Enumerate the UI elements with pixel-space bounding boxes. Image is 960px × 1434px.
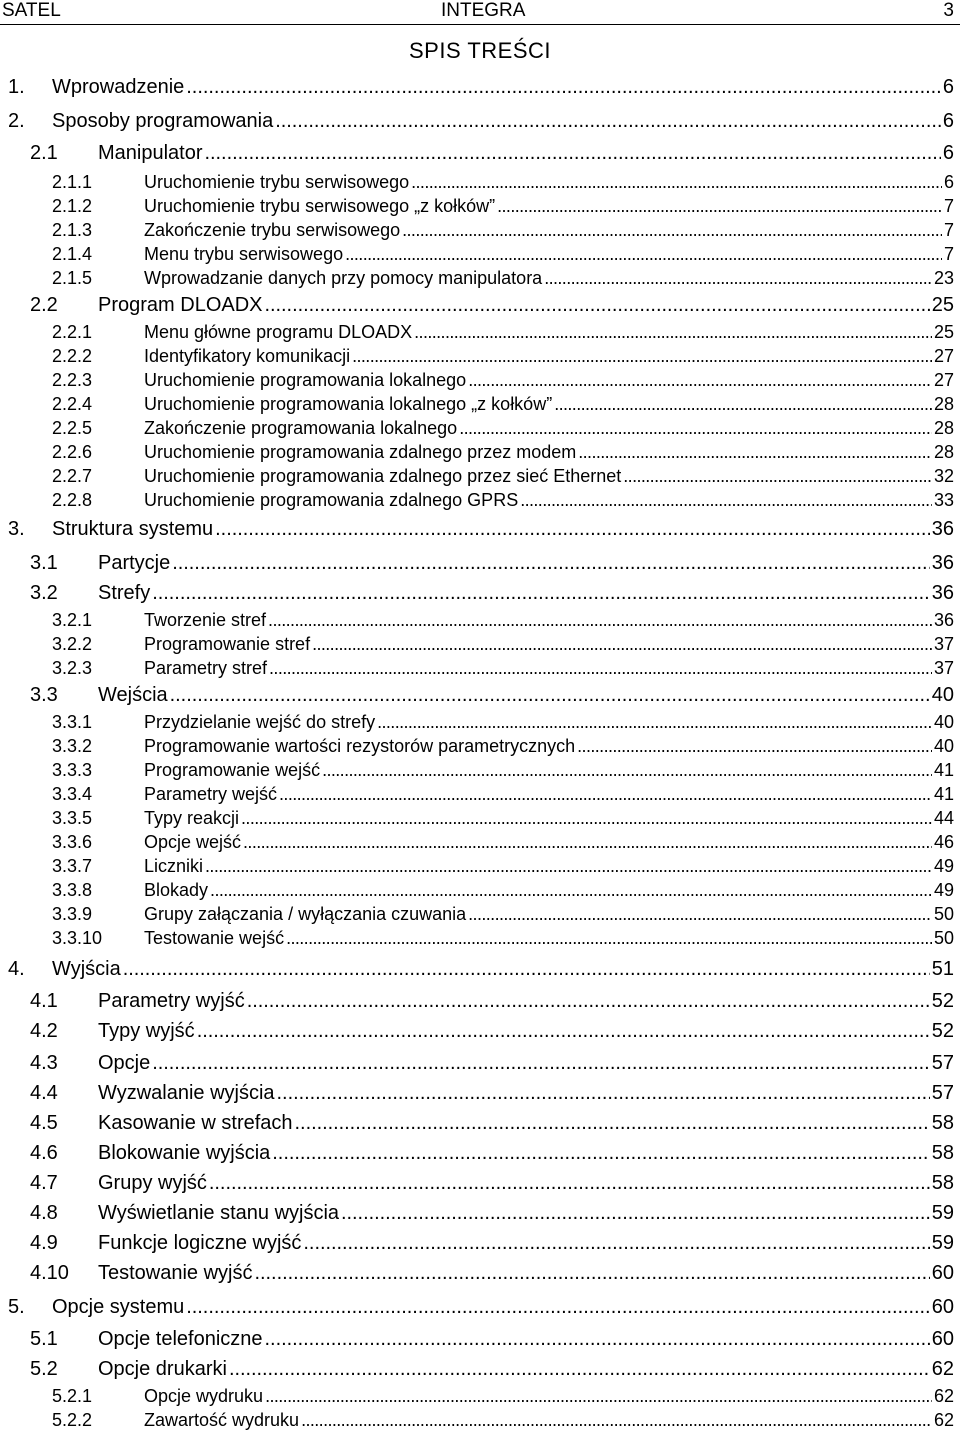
toc-entry-page: 46 — [933, 832, 954, 852]
toc-entry-page: 49 — [933, 880, 954, 900]
toc-entry-page: 7 — [943, 244, 954, 264]
toc-entry-title: Funkcje logiczne wyjść — [98, 1232, 302, 1254]
dot-leader — [554, 394, 932, 415]
dot-leader — [247, 990, 930, 1013]
toc-entry-page: 57 — [931, 1082, 954, 1104]
toc-entry[interactable] — [0, 658, 954, 679]
dot-leader — [268, 610, 932, 631]
toc-entry-page: 6 — [942, 76, 954, 98]
toc-title: SPIS TREŚCI — [408, 38, 552, 63]
toc-entry-page: 62 — [933, 1410, 954, 1430]
toc-entry-page: 40 — [933, 736, 954, 756]
toc-entry-page: 33 — [933, 490, 954, 510]
dot-leader — [520, 490, 932, 511]
toc-entry[interactable] — [0, 268, 954, 289]
toc-entry[interactable] — [0, 1020, 954, 1043]
toc-entry-page: 51 — [931, 958, 954, 980]
toc-entry-title: Strefy — [98, 582, 151, 604]
toc-entry[interactable] — [0, 784, 954, 805]
toc-entry-title: Uruchomienie trybu serwisowego — [144, 172, 410, 192]
toc-entry-page: 40 — [933, 712, 954, 732]
dot-leader — [623, 466, 932, 487]
toc-entry-number: 4. — [8, 958, 25, 980]
toc-entry-number: 1. — [8, 76, 25, 98]
toc-entry-title: Grupy wyjść — [98, 1172, 207, 1194]
toc-entry-page: 44 — [933, 808, 954, 828]
toc-entry-number: 3.3.10 — [52, 928, 103, 948]
toc-entry-number: 4.9 — [30, 1232, 58, 1254]
toc-entry-number: 3.3.1 — [52, 712, 93, 732]
toc-entry-number: 3.3.2 — [52, 736, 93, 756]
toc-entry-title: Wyjścia — [52, 958, 121, 980]
toc-entry-number: 3.2.1 — [52, 610, 93, 630]
toc-entry[interactable] — [0, 990, 954, 1013]
toc-entry[interactable] — [0, 1202, 954, 1225]
toc-entry-title: Opcje wejść — [144, 832, 242, 852]
toc-entry-title: Programowanie stref — [144, 634, 311, 654]
toc-entry-page: 41 — [933, 760, 954, 780]
toc-entry-title: Uruchomienie trybu serwisowego „z kołków” — [144, 196, 496, 216]
toc-entry-number: 2.2.6 — [52, 442, 93, 462]
toc-entry[interactable] — [0, 1328, 954, 1351]
toc-entry-page: 49 — [933, 856, 954, 876]
toc-entry[interactable] — [0, 1358, 954, 1381]
toc-entry-page: 27 — [933, 346, 954, 366]
dot-leader — [411, 172, 942, 193]
header-page-number: 3 — [943, 0, 954, 21]
toc-entry-page: 52 — [931, 990, 954, 1012]
toc-entry-number: 4.10 — [30, 1262, 69, 1284]
toc-entry-title: Wyświetlanie stanu wyjścia — [98, 1202, 340, 1224]
toc-entry-number: 3.3.3 — [52, 760, 93, 780]
toc-entry-number: 3.2.3 — [52, 658, 93, 678]
toc-entry-title: Uruchomienie programowania lokalnego „z kołków” — [144, 394, 553, 414]
toc-entry[interactable] — [0, 552, 954, 575]
toc-entry-page: 60 — [931, 1262, 954, 1284]
toc-entry-number: 3. — [8, 518, 25, 540]
toc-entry-number: 2.1.5 — [52, 268, 93, 288]
toc-entry[interactable] — [0, 370, 954, 391]
toc-entry[interactable] — [0, 1172, 954, 1195]
toc-entry-title: Uruchomienie programowania lokalnego — [144, 370, 467, 390]
toc-entry-title: Parametry wejść — [144, 784, 278, 804]
toc-entry-title: Przydzielanie wejść do strefy — [144, 712, 376, 732]
dot-leader — [275, 110, 941, 133]
toc-entry-title: Opcje systemu — [52, 1296, 185, 1318]
toc-entry-number: 2.2.8 — [52, 490, 93, 510]
toc-entry[interactable] — [0, 394, 954, 415]
toc-entry-number: 5.2 — [30, 1358, 58, 1380]
toc-entry[interactable] — [0, 684, 954, 707]
toc-entry-number: 4.1 — [30, 990, 58, 1012]
toc-entry-number: 2.2.5 — [52, 418, 93, 438]
toc-entry-title: Testowanie wejść — [144, 928, 285, 948]
dot-leader — [152, 582, 930, 605]
dot-leader — [312, 634, 932, 655]
toc-entry-title: Zawartość wydruku — [144, 1410, 300, 1430]
toc-entry-page: 58 — [931, 1112, 954, 1134]
toc-entry-page: 6 — [942, 142, 954, 164]
toc-entry[interactable] — [0, 418, 954, 439]
dot-leader — [170, 684, 930, 707]
toc-entry-number: 2.2.3 — [52, 370, 93, 390]
toc-entry-page: 6 — [942, 110, 954, 132]
dot-leader — [243, 832, 932, 853]
toc-entry-page: 60 — [931, 1328, 954, 1350]
dot-leader — [265, 294, 930, 317]
toc-entry-number: 5.2.2 — [52, 1410, 93, 1430]
toc-entry[interactable] — [0, 1142, 954, 1165]
toc-entry-title: Opcje telefoniczne — [98, 1328, 263, 1350]
toc-entry-page: 58 — [931, 1142, 954, 1164]
toc-entry-title: Wyzwalanie wyjścia — [98, 1082, 275, 1104]
toc-entry-page: 37 — [933, 658, 954, 678]
dot-leader — [269, 658, 932, 679]
toc-entry[interactable] — [0, 1052, 954, 1075]
toc-entry[interactable] — [0, 958, 954, 981]
dot-leader — [186, 1296, 929, 1319]
toc-entry-title: Blokowanie wyjścia — [98, 1142, 271, 1164]
toc-entry[interactable] — [0, 928, 954, 949]
toc-entry-number: 4.3 — [30, 1052, 58, 1074]
toc-entry[interactable] — [0, 466, 954, 487]
toc-entry-title: Zakończenie programowania lokalnego — [144, 418, 458, 438]
toc-entry-page: 57 — [931, 1052, 954, 1074]
dot-leader — [345, 244, 942, 265]
toc-entry-number: 2.2 — [30, 294, 58, 316]
toc-entry-title: Menu główne programu DLOADX — [144, 322, 413, 342]
toc-entry[interactable] — [0, 346, 954, 367]
toc-entry[interactable] — [0, 1386, 954, 1407]
toc-entry-title: Liczniki — [144, 856, 204, 876]
header-brand: SATEL — [2, 0, 61, 21]
toc-entry-number: 3.3.6 — [52, 832, 93, 852]
toc-entry-page: 62 — [931, 1358, 954, 1380]
toc-entry-number: 4.7 — [30, 1172, 58, 1194]
toc-entry-number: 3.2 — [30, 582, 58, 604]
toc-entry-title: Uruchomienie programowania zdalnego GPRS — [144, 490, 519, 510]
toc-entry-title: Opcje wydruku — [144, 1386, 264, 1406]
dot-leader — [209, 1172, 930, 1195]
toc-entry-page: 32 — [933, 466, 954, 486]
toc-entry-title: Kasowanie w strefach — [98, 1112, 293, 1134]
dot-leader — [152, 1052, 930, 1075]
toc-entry[interactable] — [0, 582, 954, 605]
toc-entry-page: 36 — [931, 518, 954, 540]
toc-entry-page: 37 — [933, 634, 954, 654]
dot-leader — [459, 418, 932, 439]
dot-leader — [210, 880, 932, 901]
dot-leader — [272, 1142, 929, 1165]
toc-entry-page: 50 — [933, 904, 954, 924]
toc-entry-page: 60 — [931, 1296, 954, 1318]
toc-entry[interactable] — [0, 1410, 954, 1431]
toc-entry[interactable] — [0, 294, 954, 317]
toc-entry[interactable] — [0, 610, 954, 631]
toc-entry-page: 25 — [933, 322, 954, 342]
dot-leader — [277, 1082, 930, 1105]
toc-entry-page: 58 — [931, 1172, 954, 1194]
dot-leader — [341, 1202, 930, 1225]
toc-entry-page: 7 — [943, 220, 954, 240]
dot-leader — [186, 76, 941, 99]
toc-entry-number: 5.1 — [30, 1328, 58, 1350]
toc-entry[interactable] — [0, 634, 954, 655]
toc-entry[interactable] — [0, 244, 954, 265]
dot-leader — [286, 928, 932, 949]
dot-leader — [544, 268, 932, 289]
dot-leader — [295, 1112, 930, 1135]
toc-entry-title: Manipulator — [98, 142, 203, 164]
toc-entry-number: 3.3.8 — [52, 880, 93, 900]
toc-entry-page: 36 — [931, 582, 954, 604]
toc-entry-page: 36 — [933, 610, 954, 630]
toc-entry-title: Partycje — [98, 552, 171, 574]
dot-leader — [577, 736, 932, 757]
toc-entry-title: Struktura systemu — [52, 518, 214, 540]
toc-entry[interactable] — [0, 1232, 954, 1255]
dot-leader — [205, 856, 932, 877]
toc-entry[interactable] — [0, 220, 954, 241]
toc-entry-number: 2.2.4 — [52, 394, 93, 414]
toc-entry[interactable] — [0, 832, 954, 853]
toc-entry-page: 59 — [931, 1202, 954, 1224]
toc-entry[interactable] — [0, 760, 954, 781]
toc-entry[interactable] — [0, 736, 954, 757]
toc-entry[interactable] — [0, 904, 954, 925]
toc-entry-page: 28 — [933, 442, 954, 462]
toc-entry-number: 4.4 — [30, 1082, 58, 1104]
toc-entry[interactable] — [0, 442, 954, 463]
toc-entry[interactable] — [0, 142, 954, 165]
toc-entry-title: Programowanie wejść — [144, 760, 321, 780]
toc-entry-page: 41 — [933, 784, 954, 804]
toc-entry-number: 2.1.2 — [52, 196, 93, 216]
toc-entry-number: 3.3.7 — [52, 856, 93, 876]
toc-entry-page: 59 — [931, 1232, 954, 1254]
toc-entry-page: 23 — [933, 268, 954, 288]
dot-leader — [279, 784, 932, 805]
toc-entry-number: 2. — [8, 110, 25, 132]
toc-entry-number: 3.3.4 — [52, 784, 93, 804]
dot-leader — [205, 142, 941, 165]
dot-leader — [229, 1358, 930, 1381]
toc-entry[interactable] — [0, 712, 954, 733]
dot-leader — [123, 958, 930, 981]
toc-entry[interactable] — [0, 1296, 954, 1319]
toc-entry[interactable] — [0, 518, 954, 541]
toc-entry-number: 2.1 — [30, 142, 58, 164]
toc-entry-number: 3.1 — [30, 552, 58, 574]
dot-leader — [197, 1020, 930, 1043]
dot-leader — [301, 1410, 932, 1431]
toc-entry-page: 28 — [933, 418, 954, 438]
dot-leader — [241, 808, 932, 829]
toc-entry-page: 27 — [933, 370, 954, 390]
toc-entry[interactable] — [0, 808, 954, 829]
dot-leader — [265, 1386, 932, 1407]
dot-leader — [468, 904, 932, 925]
toc-entry[interactable] — [0, 856, 954, 877]
toc-entry-title: Opcje drukarki — [98, 1358, 227, 1380]
toc-entry-title: Typy wyjść — [98, 1020, 195, 1042]
toc-entry-number: 2.1.3 — [52, 220, 93, 240]
toc-entry-page: 52 — [931, 1020, 954, 1042]
header-product: INTEGRA — [441, 0, 526, 21]
dot-leader — [303, 1232, 929, 1255]
toc-entry-number: 4.5 — [30, 1112, 58, 1134]
toc-entry[interactable] — [0, 196, 954, 217]
toc-entry-title: Zakończenie trybu serwisowego — [144, 220, 401, 240]
dot-leader — [497, 196, 942, 217]
dot-leader — [265, 1328, 930, 1351]
toc-entry-number: 5. — [8, 1296, 25, 1318]
toc-entry-number: 4.8 — [30, 1202, 58, 1224]
toc-entry[interactable] — [0, 322, 954, 343]
toc-entry-number: 3.3.5 — [52, 808, 93, 828]
toc-entry-title: Grupy załączania / wyłączania czuwania — [144, 904, 467, 924]
toc-entry-title: Parametry wyjść — [98, 990, 245, 1012]
dot-leader — [322, 760, 932, 781]
toc-entry-page: 6 — [943, 172, 954, 192]
toc-entry-title: Tworzenie stref — [144, 610, 267, 630]
toc-entry-number: 3.3.9 — [52, 904, 93, 924]
toc-entry-title: Uruchomienie programowania zdalnego przez sieć Ethernet — [144, 466, 622, 486]
toc-entry-page: 40 — [931, 684, 954, 706]
toc-entry-title: Wprowadzenie — [52, 76, 185, 98]
toc-entry-number: 2.2.1 — [52, 322, 93, 342]
dot-leader — [377, 712, 932, 733]
toc-entry-title: Menu trybu serwisowego — [144, 244, 344, 264]
toc-entry-number: 4.2 — [30, 1020, 58, 1042]
toc-entry-number: 4.6 — [30, 1142, 58, 1164]
toc-entry-title: Sposoby programowania — [52, 110, 274, 132]
toc-entry[interactable] — [0, 1082, 954, 1105]
toc-entry[interactable] — [0, 76, 954, 99]
dot-leader — [578, 442, 932, 463]
toc-entry-number: 2.1.1 — [52, 172, 93, 192]
toc-entry-number: 2.1.4 — [52, 244, 93, 264]
toc-entry-title: Parametry stref — [144, 658, 268, 678]
toc-entry-page: 7 — [943, 196, 954, 216]
toc-entry-page: 36 — [931, 552, 954, 574]
dot-leader — [402, 220, 942, 241]
toc-entry[interactable] — [0, 1262, 954, 1285]
dot-leader — [215, 518, 930, 541]
toc-entry-number: 2.2.2 — [52, 346, 93, 366]
toc-entry-number: 2.2.7 — [52, 466, 93, 486]
toc-entry-title: Typy reakcji — [144, 808, 240, 828]
toc-entry-title: Opcje — [98, 1052, 151, 1074]
dot-leader — [352, 346, 932, 367]
toc-entry-title: Program DLOADX — [98, 294, 263, 316]
toc-entry-page: 62 — [933, 1386, 954, 1406]
toc-entry[interactable] — [0, 172, 954, 193]
toc-entry[interactable] — [0, 490, 954, 511]
dot-leader — [414, 322, 932, 343]
toc-entry-title: Identyfikatory komunikacji — [144, 346, 351, 366]
toc-entry[interactable] — [0, 110, 954, 133]
toc-entry-page: 28 — [933, 394, 954, 414]
toc-entry-number: 3.2.2 — [52, 634, 93, 654]
toc-entry-title: Programowanie wartości rezystorów parametrycznych — [144, 736, 576, 756]
toc-entry[interactable] — [0, 1112, 954, 1135]
toc-entry-title: Uruchomienie programowania zdalnego przez modem — [144, 442, 577, 462]
toc-entry-title: Testowanie wyjść — [98, 1262, 253, 1284]
toc-entry-number: 5.2.1 — [52, 1386, 93, 1406]
toc-entry-page: 25 — [931, 294, 954, 316]
toc-entry-title: Wejścia — [98, 684, 168, 706]
toc-entry-number: 3.3 — [30, 684, 58, 706]
toc-entry[interactable] — [0, 880, 954, 901]
dot-leader — [468, 370, 932, 391]
toc-entry-page: 50 — [933, 928, 954, 948]
toc-entry-title: Blokady — [144, 880, 209, 900]
dot-leader — [172, 552, 930, 575]
dot-leader — [255, 1262, 930, 1285]
toc-entry-title: Wprowadzanie danych przy pomocy manipulatora — [144, 268, 543, 288]
